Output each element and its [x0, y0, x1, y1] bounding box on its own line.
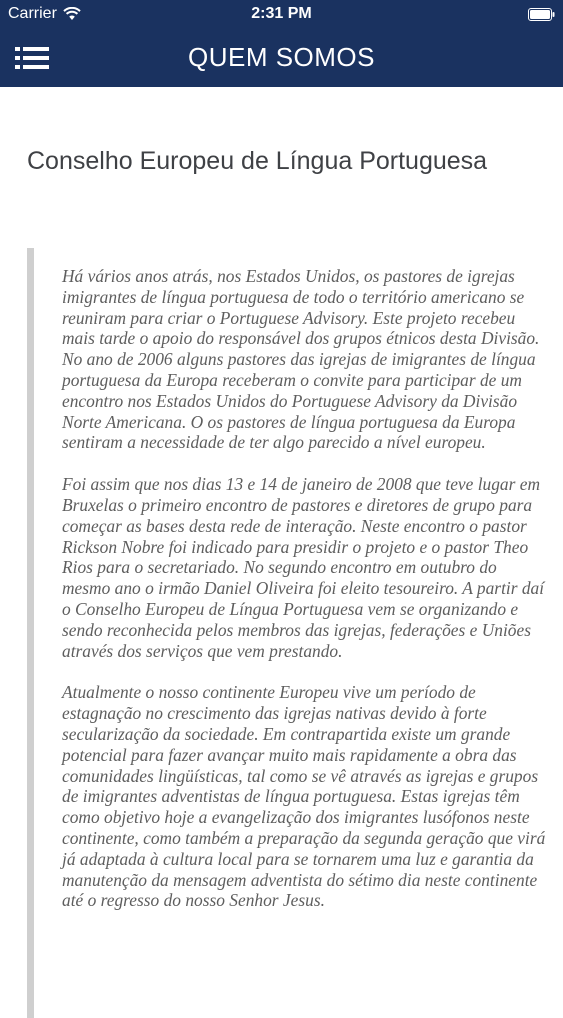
- carrier-label: Carrier: [8, 5, 57, 22]
- status-bar: [0, 0, 563, 30]
- blockquote: [27, 248, 547, 1018]
- battery-icon: [528, 8, 555, 21]
- app-header: [0, 0, 563, 87]
- page-title: Conselho Europeu de Língua Portuguesa: [27, 147, 488, 175]
- status-time: 2:31 PM: [251, 5, 312, 22]
- paragraph-2: Foi assim que nos dias 13 e 14 de janeiro de 2008 que teve lugar em Bruxelas o primeiro encontro de pastores e diretores de grupo para começar as bases desta rede de interação. Neste encontro o pastor Rickson Nobre foi indicado para presidir o projeto e o pastor Theo Rios para o secretariado. No segundo encontro em outubro do mesmo ano o irmão Daniel Oliveira foi eleito tesoureiro. A partir daí o Conselho Europeu de Língua Portuguesa vem se organizando e sendo reconhecida pelos membros das igrejas, federações e Uniões através dos serviços que vem prestando.: [62, 474, 545, 661]
- paragraph-1: Há vários anos atrás, nos Estados Unidos, os pastores de igrejas imigrantes de língua portuguesa de todo o território americano se reuniram para criar o Portuguese Advisory. Este projeto recebeu mais tarde o apoio do responsável dos grupos étnicos desta Divisão. No ano de 2006 alguns pastores das igrejas de imigrantes de língua portuguesa da Europa receberam o convite para participar de um encontro nos Estados Unidos do Portuguese Advisory da Divisão Norte Americana. O os pastores de língua portuguesa da Europa sentiram a necessidade de ter algo parecido a nível europeu.: [62, 266, 540, 453]
- nav-title: QUEM SOMOS: [187, 42, 375, 72]
- navigation-bar: [0, 30, 563, 87]
- paragraph-3: Atualmente o nosso continente Europeu vive um período de estagnação no crescimento das igrejas nativas devido à forte secularização da sociedade. Em contrapartida existe um grande potencial para fazer avançar muito mais rapidamente a obra das comunidades lingüísticas, tal como se vê através as igrejas e grupos de imigrantes adventistas de língua portuguesa. Estas igrejas têm como objetivo hoje a evangelização dos imigrantes lusófonos neste continente, como também a preparação da segunda geração que virá já adaptada à cultura local para se tornarem uma luz e garantia da manutenção da mensagem adventista do sétimo dia neste continente até o regresso do nosso Senhor Jesus.: [62, 682, 546, 911]
